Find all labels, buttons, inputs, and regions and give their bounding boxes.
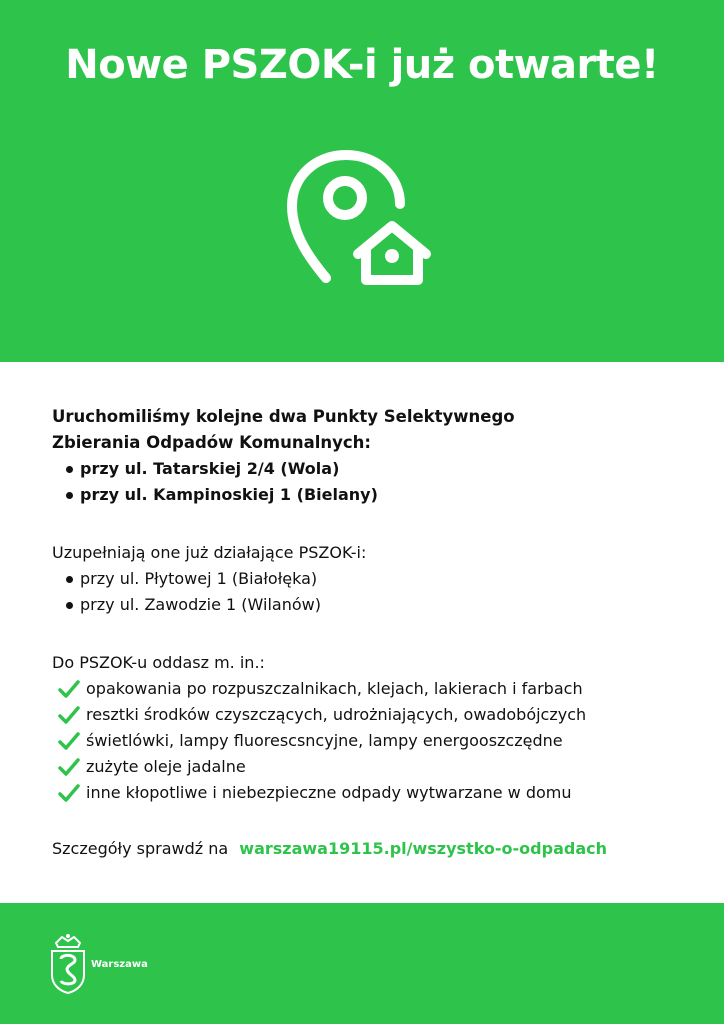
list-item-label: świetlówki, lampy fluorescsncyjne, lampy energooszczędne bbox=[86, 731, 563, 750]
list-item bbox=[52, 592, 692, 618]
checkmark-icon bbox=[58, 757, 80, 777]
list-item-label: inne kłopotliwe i niebezpieczne odpady wytwarzane w domu bbox=[86, 783, 572, 802]
checkmark-icon bbox=[58, 731, 80, 751]
bullet-icon bbox=[66, 466, 73, 473]
list-item-label: resztki środków czyszczących, udrożniających, owadobójczych bbox=[86, 705, 587, 724]
accepted-section bbox=[52, 650, 692, 806]
intro-line-1: Uruchomiliśmy kolejne dwa Punkty Selektywnego bbox=[52, 407, 515, 426]
existing-points-list bbox=[52, 566, 692, 618]
accepted-heading: Do PSZOK-u oddasz m. in.: bbox=[52, 653, 265, 672]
location-pin-house-icon bbox=[286, 150, 436, 290]
list-item bbox=[52, 754, 692, 780]
list-item bbox=[52, 780, 692, 806]
warszawa-crest-icon bbox=[48, 933, 88, 995]
existing-heading: Uzupełniają one już działające PSZOK-i: bbox=[52, 543, 367, 562]
existing-section bbox=[52, 540, 692, 618]
list-item bbox=[52, 482, 692, 508]
list-item-label: opakowania po rozpuszczalnikach, klejach, lakierach i farbach bbox=[86, 679, 583, 698]
bullet-icon bbox=[66, 602, 73, 609]
list-item-label: przy ul. Zawodzie 1 (Wilanów) bbox=[80, 595, 321, 614]
list-item bbox=[52, 728, 692, 754]
checkmark-icon bbox=[58, 679, 80, 699]
list-item bbox=[52, 456, 692, 482]
new-points-list bbox=[52, 456, 692, 508]
footer-band bbox=[0, 903, 724, 1024]
checkmark-icon bbox=[58, 705, 80, 725]
brand-name: Warszawa bbox=[91, 959, 148, 970]
list-item-label: przy ul. Płytowej 1 (Białołęka) bbox=[80, 569, 318, 588]
list-item-label: przy ul. Kampinoskiej 1 (Bielany) bbox=[80, 485, 378, 504]
main-content bbox=[52, 404, 692, 862]
list-item bbox=[52, 566, 692, 592]
list-item bbox=[52, 676, 692, 702]
bullet-icon bbox=[66, 492, 73, 499]
header-band bbox=[0, 0, 724, 362]
accepted-items-list bbox=[52, 676, 692, 806]
list-item-label: zużyte oleje jadalne bbox=[86, 757, 246, 776]
list-item-label: przy ul. Tatarskiej 2/4 (Wola) bbox=[80, 459, 340, 478]
details-link[interactable]: warszawa19115.pl/wszystko-o-odpadach bbox=[239, 839, 607, 858]
details-line bbox=[52, 836, 692, 862]
details-text: Szczegóły sprawdź na bbox=[52, 839, 229, 858]
list-item bbox=[52, 702, 692, 728]
intro-line-2: Zbierania Odpadów Komunalnych: bbox=[52, 433, 372, 452]
bullet-icon bbox=[66, 576, 73, 583]
checkmark-icon bbox=[58, 783, 80, 803]
intro-text bbox=[52, 404, 692, 456]
page-title: Nowe PSZOK-i już otwarte! bbox=[65, 42, 659, 88]
